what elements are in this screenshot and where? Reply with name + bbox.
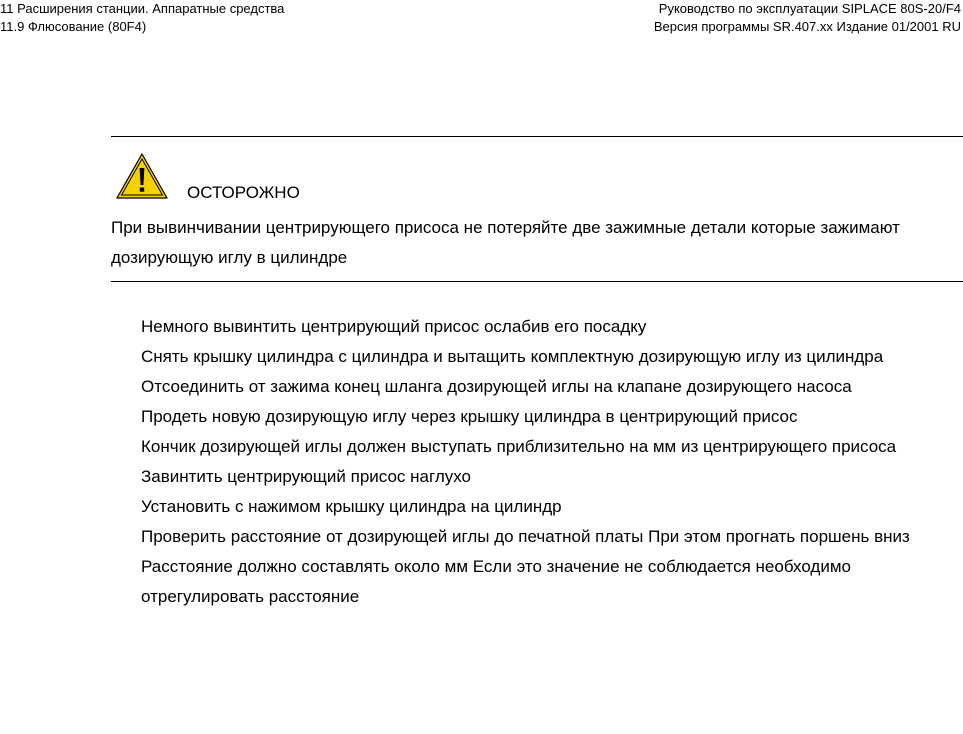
step-text: Продеть новую дозирующую иглу через крышку цилиндра в центрирующий присос	[141, 407, 798, 426]
step-note: Кончик дозирующей иглы должен выступать приблизительно на мм из центрирующего присоса	[141, 437, 897, 456]
procedure-step	[141, 462, 963, 492]
step-text: Проверить расстояние от дозирующей иглы до печатной платы При этом прогнать поршень вниз Расстояние должно составлять около мм Если это значение не соблюдается необходимо отрегулировать расстояние	[141, 527, 910, 606]
page-header-left	[0, 0, 284, 36]
procedure-step	[141, 372, 963, 402]
procedure-step	[141, 492, 963, 522]
step-text: Установить с нажимом крышку цилиндра на цилиндр	[141, 497, 562, 516]
warning-top-divider	[111, 136, 963, 137]
chapter-title: 11 Расширения станции. Аппаратные средства	[0, 1, 285, 16]
step-text: Завинтить центрирующий присос наглухо	[141, 467, 472, 486]
warning-bottom-divider	[111, 281, 963, 282]
step-text: Отсоединить от зажима конец шланга дозирующей иглы на клапане дозирующего насоса	[141, 377, 852, 396]
section-title: 11.9 Флюсование (80F4)	[0, 19, 147, 34]
procedure-step	[141, 522, 963, 612]
step-text: Снять крышку цилиндра с цилиндра и вытащить комплектную дозирующую иглу из цилиндра	[141, 347, 884, 366]
step-text: Немного вывинтить центрирующий присос ослабив его посадку	[141, 317, 647, 336]
version-edition: Версия программы SR.407.xx Издание 01/2001 RU	[653, 19, 961, 34]
procedure-step	[141, 402, 963, 462]
procedure-steps	[141, 312, 963, 612]
procedure-step	[141, 342, 963, 372]
page-header-right	[654, 0, 961, 36]
warning-triangle-icon	[116, 153, 168, 199]
procedure-step	[141, 312, 963, 342]
warning-text: При вывинчивании центрирующего присоса не потеряйте две зажимные детали которые зажимают дозирующую иглу в цилиндре	[111, 218, 900, 267]
warning-title: ОСТОРОЖНО	[187, 183, 300, 202]
manual-title: Руководство по эксплуатации SIPLACE 80S-20/F4	[658, 1, 961, 16]
